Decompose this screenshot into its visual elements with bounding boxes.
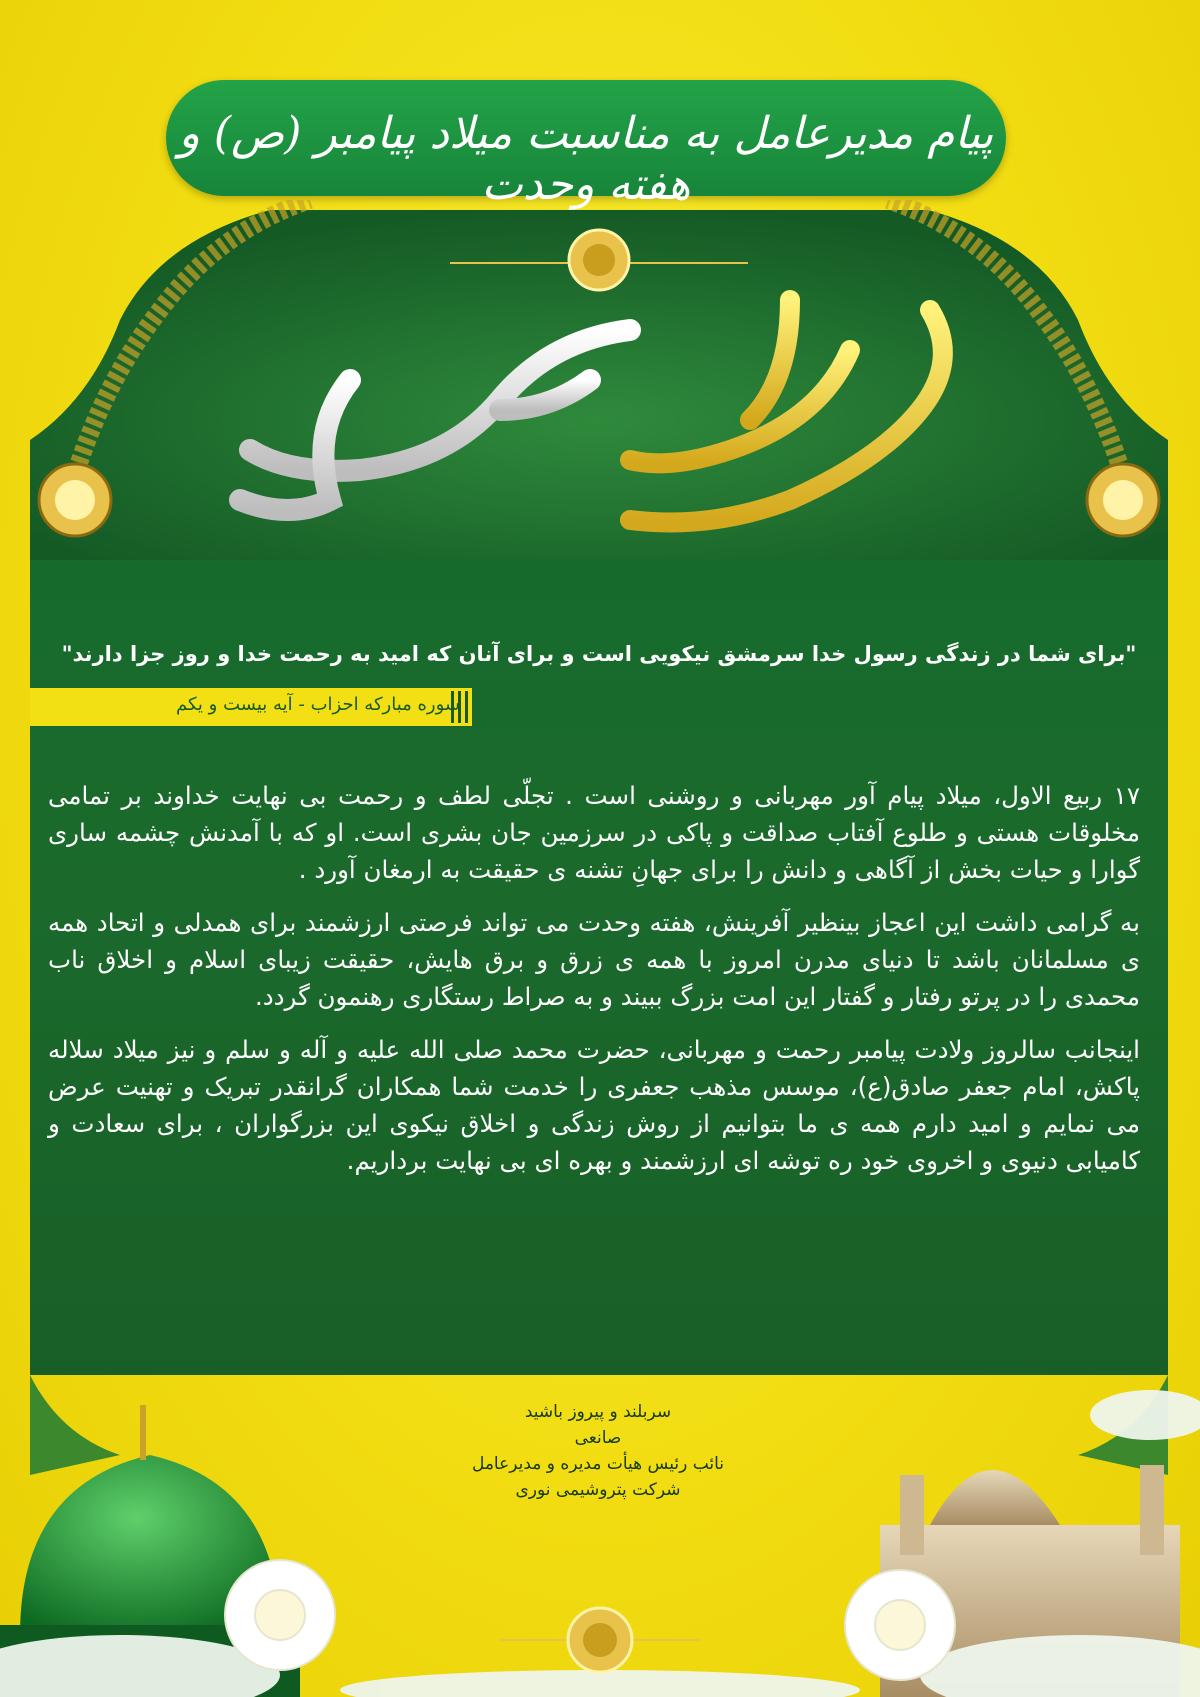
medallion-right-icon	[1087, 464, 1159, 536]
paragraph: اینجانب سالروز ولادت پیامبر رحمت و مهربانی، حضرت محمد صلی الله علیه و آله و سلم و نیز میلاد سلاله پاکش، امام جعفر صادق(ع)، موسس مذهب جعفری را خدمت شما همکاران گرانقدر تبریک و تهنیت عرض می نمایم و امید دارم همه ی ما بتوانیم از روش زندگی و اخلاق نیکوی این بزرگواران ، برای سعادت و کامیابی دنیوی و اخروی خود ره توشه ای ارزشمند و بهره ای بی نهایت برداریم.	[48, 1035, 1140, 1175]
quran-quote: "برای شما در زندگی رسول خدا سرمشق نیکویی است و برای آنان که امید به رحمت خدا و روز جزا دارند"	[61, 642, 1137, 666]
medallion-left-icon	[39, 464, 111, 536]
white-flower-left-icon	[225, 1560, 335, 1670]
signature-position: نائب رئیس هیأت مدیره و مدیرعامل	[471, 1454, 725, 1474]
title-banner	[166, 80, 1006, 210]
signature-greeting: سربلند و پیروز باشید	[524, 1402, 672, 1422]
message-body	[48, 777, 1140, 1195]
banner-title: پیام مدیرعامل به مناسبت میلاد پیامبر (ص) و هفته وحدت	[178, 108, 994, 210]
paragraph: ۱۷ ربیع الاول، میلاد پیام آور مهربانی و روشنی است . تجلّی لطف و رحمت بی نهایت خداوند بر تمامی مخلوقات هستی و طلوع آفتاب صداقت و پاکی در سرزمین جان بشری است. او که با آمدنش چشمه ساری گوارا و حیات بخش از آگاهی و دانش را برای جهانِ تشنه ی حقیقت به ارمغان آورد .	[48, 781, 1140, 884]
paragraph: به گرامی داشت این اعجاز بینظیر آفرینش، هفته وحدت می تواند فرصتی ارزشمند برای همدلی و اتحاد همه ی مسلمانان باشد تا دنیای مدرن امروز با همه ی زرق و برق هایش، حقیقت زیبای اسلام و اخلاق ناب محمدی را در پرتو رفتار و گفتار این امت بزرگ ببیند و به صراط رستگاری رهنمون گردد.	[48, 908, 1140, 1011]
surah-reference: سوره مبارکه احزاب - آیه بیست و یکم	[176, 694, 460, 715]
signature-company: شرکت پتروشیمی نوری	[515, 1480, 681, 1500]
bottom-medallion-icon	[500, 1608, 700, 1672]
white-flower-right-icon	[845, 1570, 955, 1680]
signature-block	[398, 1399, 798, 1503]
signature-name: صانعی	[574, 1428, 622, 1448]
calligraphy-arch-artwork	[30, 200, 1168, 560]
